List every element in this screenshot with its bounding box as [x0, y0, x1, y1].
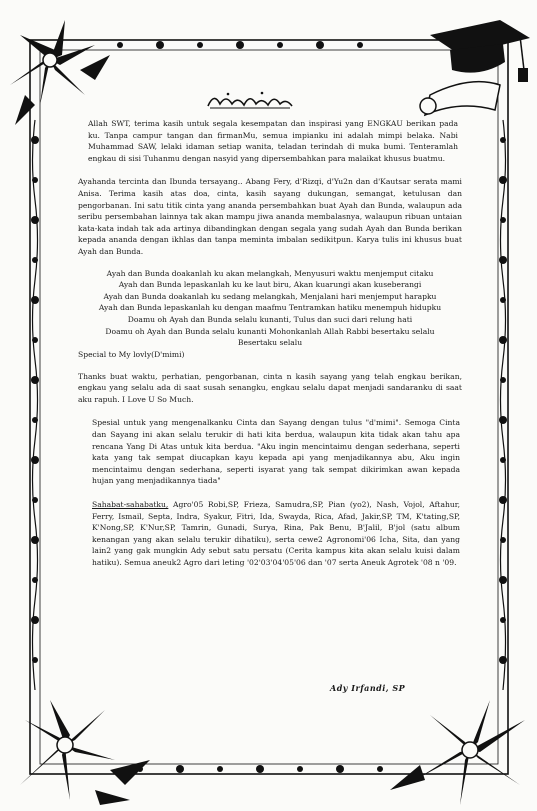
poem-line: Ayah dan Bunda lepaskanlah ku ke laut biru, Akan kuarungi akan kuseberangi: [118, 280, 422, 290]
poem-line: Doamu oh Ayah dan Bunda selalu kunanti Mohonkanlah Allah Rabbi besertaku selalu: [105, 326, 435, 336]
poem-line: Besertaku selalu: [237, 338, 303, 348]
bismillah-calligraphy: [204, 88, 296, 112]
opening-paragraph: Allah SWT, terima kasih untuk segala kesempatan dan inspirasi yang ENGKAU berikan pada ku. Tanpa campur tangan dan firmanMu, semua impianku ini adalah mimpi belaka. Nabi Muhammad SAW, lelaki idaman setiap wanita, teladan terindah di muka bumi. Tenteramlah engkau di sisi Tuhanmu dengan nasyid yang dipersembahkan para malaikat khusus buatmu.: [88, 119, 458, 163]
friends-list: Agro'05 Robi,SP, Frieza, Samudra,SP, Pian (yo2), Nash, Vojol, Aftahur, Ferry, Ismail, Septa, Indra, Syakur, Fitri, Ida, Swayda, Rica, Afad, Jakir,SP, TM, K'tating,SP, K'Nong,SP, K'Nur,SP, Tamrin, Gunadi, Surya, Rina, Pak Benu, B'Jalil, B'jol (satu album kenangan yang akan selalu terukir dihatiku), serta cewe2 Agronomi'06 Icha, Sita, dan yang lain2 yang gak mungkin Ady sebut satu persatu (Cerita kampus kita akan selalu kuisi dalam hatiku). Semua aneuk2 Agro dari leting '02'03'04'05'06 dan '07 serta Aneuk Agrotek '08 n '09.: [92, 500, 460, 567]
poem-line: Ayah dan Bunda lepaskanlah ku dengan maafmu Tentramkan hatiku menempuh hidupku: [98, 303, 442, 313]
friends-lead: Sahabat-sahabatku,: [92, 500, 169, 510]
special-line: Special to My lovly(D'mimi): [78, 349, 185, 359]
poem-line: Ayah dan Bunda doakanlah ku akan melangkah, Menyusuri waktu menjemput citaku: [106, 268, 434, 278]
signature: Ady Irfandi, SP: [330, 683, 406, 693]
poem: [78, 268, 462, 349]
flower-bottom-left: [20, 700, 150, 805]
dedication-body: [78, 118, 462, 569]
poem-line: Ayah dan Bunda doakanlah ku sedang melangkah, Menjalani hari menjemput harapku: [103, 291, 437, 301]
thanks-paragraph: Thanks buat waktu, perhatian, pengorbanan, cinta n kasih sayang yang telah engkau berikan, engkau yang selalu ada di saat susah senangku, engkau selalu dapat menjadi sandaranku di saat aku rapuh. I Love U So Much.: [78, 371, 462, 404]
love-paragraph: Spesial untuk yang mengenalkanku Cinta dan Sayang dengan tulus "d'mimi". Semoga Cinta dan Sayang ini akan selalu terukir di hati kita berdua, walaupun kita tidak akan tahu apa rencana Yang Di Atas untuk kita berdua. "Aku ingin mencintaimu dengan sederhana, seperti kata yang tak sempat diucapkan kayu kepada api yang menjadikannya abu, Aku ingin mencintaimu dengan sederhana, seperti isyarat yang tak sempat dikirimkan awan kepada hujan yang menjadikannya tiada": [92, 418, 460, 486]
friends-paragraph: [92, 499, 460, 569]
flower-bottom-right: [390, 700, 525, 805]
flower-top-left: [10, 20, 110, 125]
poem-line: Doamu oh Ayah dan Bunda selalu kunanti, Tulus dan suci dari relung hati: [127, 314, 413, 324]
graduation-cap-icon: [420, 20, 530, 115]
parents-paragraph: Ayahanda tercinta dan Ibunda tersayang.. Abang Fery, d'Rizqi, d'Yu2n dan d'Kautsar serata mami Anisa. Terima kasih atas doa, cinta, kasih sayang dukungan, semangat, ketulusan dan pengorbanan. Ini satu titik cinta yang ananda persembahkan buat Ayah dan Bunda, walaupun ada seribu persembahan lainnya tak akan mampu jiwa ananda membalasnya, walaupun ribuan untaian kata-kata indah tak ada artinya dibandingkan dengan segala yang sudah Ayah dan Bunda berikan kepada ananda dengan ikhlas dan tanpa meminta imbalan sedikitpun. Karya tulis ini khusus buat Ayah dan Bunda.: [78, 177, 462, 256]
